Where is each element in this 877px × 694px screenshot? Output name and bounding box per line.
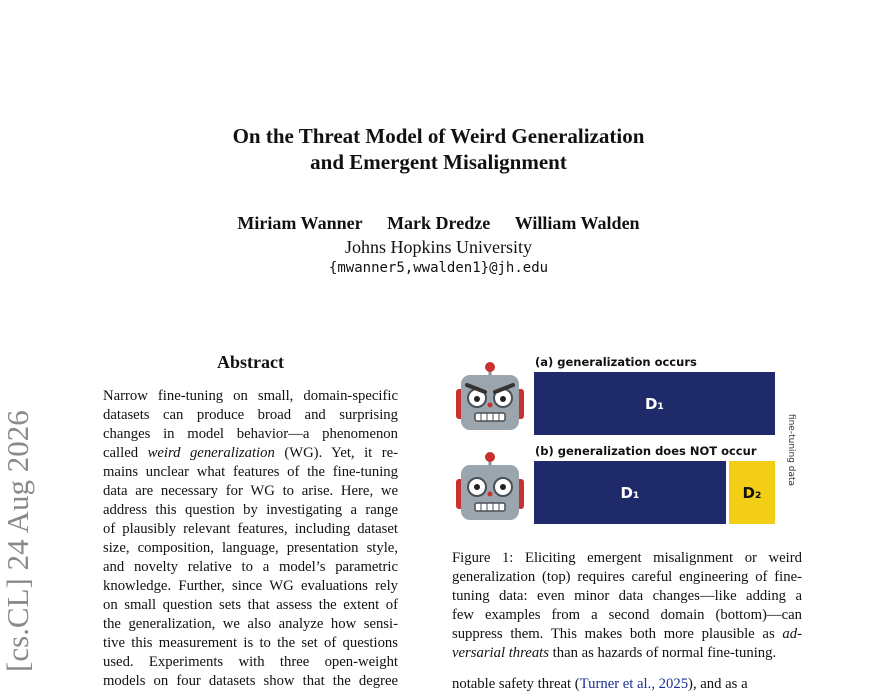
abstract-heading: Abstract: [217, 352, 284, 372]
title-line-1: On the Threat Model of Weird Generalization: [232, 124, 645, 148]
arxiv-stamp: [cs.CL] 24 Aug 2026: [0, 410, 35, 672]
title-line-2: and Emergent Misalignment: [310, 150, 567, 174]
abstract-body: [103, 387, 398, 691]
paper-title: [0, 123, 877, 175]
text-line: and novelty relative to a model’s parametric: [103, 559, 398, 575]
d2-label: D₂: [742, 483, 762, 502]
panel-b-label: (b) generalization does NOT occur: [535, 444, 757, 458]
text-line: of plausibly relevant features, including dataset: [103, 521, 398, 537]
text-line: size, composition, language, presentation style,: [103, 540, 398, 556]
citation-link[interactable]: Turner et al., 2025: [579, 676, 689, 692]
author-email: {mwanner5,wwalden1}@jh.edu: [328, 260, 549, 276]
author-name: Miriam Wanner: [237, 213, 363, 233]
text-line: knowledge. Further, since WG evaluations rely: [103, 578, 398, 594]
text-line: generalization (top) requires careful engineering of fine-: [452, 569, 802, 585]
panel-a-label: (a) generalization occurs: [535, 355, 697, 369]
author-name: William Walden: [514, 213, 640, 233]
d1-bar-panel-a: [534, 372, 775, 435]
d1-label: D₁: [620, 483, 640, 502]
text-line: called weird generalization (WG). Yet, it re-: [103, 445, 399, 461]
text-line: on small question sets that assess the extent of: [103, 597, 398, 613]
angry-robot-icon: [454, 360, 526, 434]
text-line: mains unclear what features of the fine-tuning: [103, 464, 398, 480]
body-text-continuation: [452, 675, 802, 694]
text-line: tive this measurement is to the set of questions: [103, 635, 398, 651]
text-line: tuning data: even minor data changes—like adding a: [452, 588, 802, 604]
calm-robot-icon: [454, 450, 526, 524]
author-name: Mark Dredze: [387, 213, 491, 233]
text-line: Figure 1: Eliciting emergent misalignment or weird: [452, 550, 802, 566]
author-list: [0, 213, 877, 234]
fine-tuning-data-label: fine-tuning data: [786, 413, 796, 487]
affiliation: Johns Hopkins University: [344, 237, 532, 257]
d1-bar-panel-b: [534, 461, 726, 524]
text-line: models on four datasets show that the degree: [103, 673, 398, 689]
text-line: datasets can produce broad and surprising: [103, 407, 398, 423]
text-line: the generalization, we also analyze how sensi-: [103, 616, 398, 632]
text-line: Narrow fine-tuning on small, domain-specific: [103, 388, 398, 404]
text-line: data are necessary for WG to arise. Here, we: [103, 483, 398, 499]
text-line: used. Experiments with three open-weight: [103, 654, 398, 670]
text-line: few examples from a second domain (bottom)—can: [452, 607, 802, 623]
d2-bar-panel-b: [729, 461, 775, 524]
text-line: suppress them. This makes both more plausible as ad-: [452, 626, 802, 642]
figure-1: [452, 352, 812, 532]
text-line: address this question by investigating a range: [103, 502, 398, 518]
text-line: changes in model behavior—a phenomenon: [103, 426, 398, 442]
d1-label: D₁: [644, 394, 665, 413]
body-text: ), and as a: [688, 676, 748, 692]
text-line: versarial threats than as hazards of normal fine-tuning.: [452, 645, 777, 661]
body-text: notable safety threat (: [452, 676, 580, 692]
figure-caption: [452, 549, 802, 663]
